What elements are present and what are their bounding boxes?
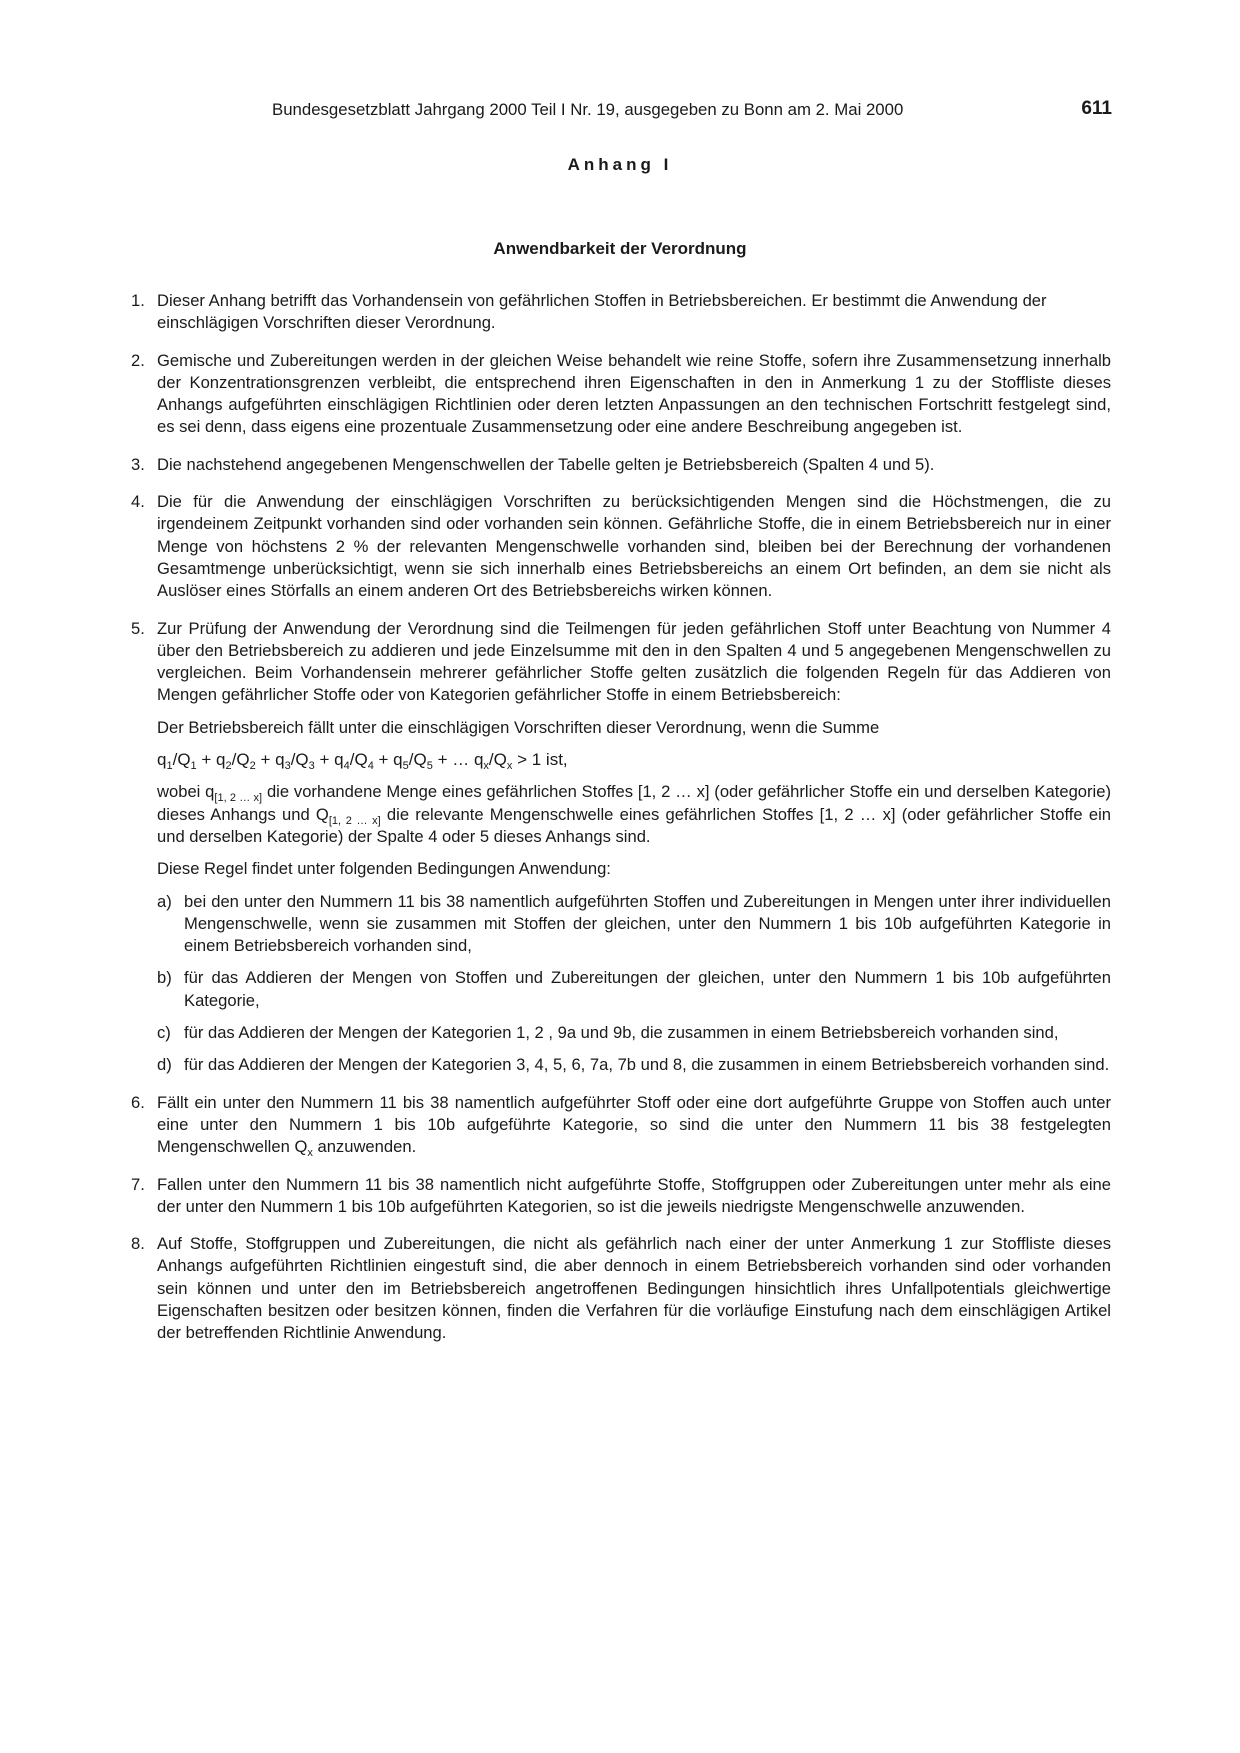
list-item: [131, 454, 1111, 476]
item-number: 2.: [131, 350, 145, 370]
sub-item-text: für das Addieren der Mengen der Kategorien 1, 2 , 9a und 9b, die zusammen in einem Betriebsbereich vorhanden sind,: [184, 1023, 1059, 1043]
item-text: Fällt ein unter den Nummern 11 bis 38 namentlich aufgeführter Stoff oder eine dort aufgeführte Gruppe von Stoffen auch unter eine unter den Nummern 1 bis 10b aufgeführte Kategorie, so sind die unter den Nummern 11 bis 38 festgelegten Mengenschwellen $Q_x$ anzuwenden.: [157, 1092, 1111, 1160]
sub-item-letter: d): [157, 1055, 172, 1075]
sub-item: [157, 1022, 1111, 1044]
item-number: 4.: [131, 492, 145, 512]
item-number: 1.: [131, 291, 145, 310]
sum-formula: $q_1/Q_1 + q_2/Q_2 + q_3/Q_3 + q_4/Q_4 + q_5/Q_5$ + … $q_x/Q_x > 1$ ist,: [157, 750, 568, 773]
list-item: [131, 350, 1111, 439]
list-item: [131, 1233, 1111, 1344]
item-text: Diese Regel findet unter folgenden Bedingungen Anwendung:: [157, 859, 611, 879]
sub-item-text: für das Addieren der Mengen von Stoffen und Zubereitungen der gleichen, unter den Nummern 1 bis 10b aufgeführten Kategorie,: [184, 968, 1111, 1010]
sub-item-text: für das Addieren der Mengen der Kategorien 3, 4, 5, 6, 7a, 7b und 8, die zusammen in einem Betriebsbereich vorhanden sind.: [184, 1055, 1110, 1075]
sub-item-letter: c): [157, 1023, 171, 1043]
list-item: [131, 290, 1111, 335]
sub-item: [157, 967, 1111, 1012]
item-text: Der Betriebsbereich fällt unter die einschlägigen Vorschriften dieser Verordnung, wenn die Summe: [157, 717, 880, 737]
item-number: 7.: [131, 1174, 145, 1194]
list-item: [131, 1092, 1111, 1159]
page-number: 611: [1081, 98, 1112, 119]
annex-title: Anhang I: [567, 155, 673, 174]
document-body: [131, 290, 1111, 1360]
list-item: [131, 491, 1111, 602]
sub-item: [157, 1054, 1111, 1076]
sub-item-letter: a): [157, 891, 172, 911]
sub-item-text: bei den unter den Nummern 11 bis 38 namentlich aufgeführten Stoffen und Zubereitungen in Mengen unter ihrer individuellen Mengenschwelle, wenn sie zusammen mit Stoffen der gleichen, unter den Nummern 1 bis 10b aufgeführten Kategorie in einem Betriebsbereich vorhanden sind,: [184, 891, 1111, 956]
formula-explanation: wobei $q_{[1, 2 \dots x]}$ die vorhandene Menge eines gefährlichen Stoffes [1, 2 … x] (oder gefährlicher Stoffe ein und derselben Kategorie) dieses Anhangs und $Q_{[1, 2 \dots x]}$ die relevante Mengenschwelle eines gefährlichen Stoffes [1, 2 … x] (oder gefährlicher Stoffe ein und derselben Kategorie) der Spalte 4 oder 5 dieses Anhangs sind.: [157, 782, 1112, 846]
sub-item-letter: b): [157, 968, 172, 988]
item-text: Dieser Anhang betrifft das Vorhandensein von gefährlichen Stoffen in Betriebsbereichen. Er bestimmt die Anwendung der einschlägigen Vorschriften dieser Verordnung.: [157, 291, 1047, 333]
item-number: 6.: [131, 1092, 145, 1112]
item-number: 8.: [131, 1234, 145, 1254]
item-text: Zur Prüfung der Anwendung der Verordnung sind die Teilmengen für jeden gefährlichen Stoff unter Beachtung von Nummer 4 über den Betriebsbereich zu addieren und jede Einzelsumme mit den in den Spalten 4 und 5 angegebenen Mengenschwellen zu vergleichen. Beim Vorhandensein mehrerer gefährlicher Stoffe gelten zusätzlich die folgenden Regeln für das Addieren von Mengen gefährlicher Stoffe oder von Kategorien gefährlicher Stoffe in einem Betriebsbereich:: [157, 618, 1111, 705]
item-number: 5.: [131, 618, 145, 638]
item-number: 3.: [131, 454, 145, 474]
section-title: Anwendbarkeit der Verordnung: [493, 239, 747, 258]
item-text: Gemische und Zubereitungen werden in der gleichen Weise behandelt wie reine Stoffe, sofern ihre Zusammensetzung innerhalb der Konzentrationsgrenzen verbleibt, die entsprechend ihren Eigenschaften in den in Anmerkung 1 zu der Stoffliste dieses Anhangs aufgeführten einschlägigen Richtlinien oder deren letzten Anpassungen an den technischen Fortschritt festgelegt sind, es sei denn, dass eigens eine prozentuale Zusammensetzung oder eine andere Beschreibung angegeben ist.: [157, 350, 1111, 437]
item-text: Auf Stoffe, Stoffgruppen und Zubereitungen, die nicht als gefährlich nach einer der unter Anmerkung 1 zur Stoffliste dieses Anhangs aufgeführten Richtlinien eingestuft sind, die aber dennoch in einem Betriebsbereich vorhanden sind oder vorhanden sein können und unter den im Betriebsbereich angetroffenen Bedingungen hinsichtlich ihres Unfallpotentials gleichwertige Eigenschaften besitzen oder besitzen können, finden die Verfahren für die vorläufige Einstufung nach dem einschlägigen Artikel der betreffenden Richtlinie Anwendung.: [157, 1234, 1111, 1343]
item-text: Die nachstehend angegebenen Mengenschwellen der Tabelle gelten je Betriebsbereich (Spalten 4 und 5).: [157, 454, 935, 474]
list-item: [131, 618, 1111, 1077]
list-item: [131, 1174, 1111, 1219]
page-header: [272, 100, 1112, 124]
sub-item: [157, 891, 1111, 958]
item-text: Fallen unter den Nummern 11 bis 38 namentlich nicht aufgeführte Stoffe, Stoffgruppen oder Zubereitungen unter mehr als eine der unter den Nummern 1 bis 10b aufgeführten Kategorien, so ist die jeweils niedrigste Mengenschwelle anzuwenden.: [157, 1174, 1111, 1216]
gazette-title: Bundesgesetzblatt Jahrgang 2000 Teil I Nr. 19, ausgegeben zu Bonn am 2. Mai 2000: [272, 100, 904, 119]
item-text: Die für die Anwendung der einschlägigen Vorschriften zu berücksichtigenden Mengen sind die Höchstmengen, die zu irgendeinem Zeitpunkt vorhanden sind oder vorhanden sein können. Gefährliche Stoffe, die in einem Betriebsbereich nur in einer Menge von höchstens 2 % der relevanten Mengenschwelle vorhanden sind, bleiben bei der Berechnung der vorhandenen Gesamtmenge unberücksichtigt, wenn sie sich innerhalb eines Betriebsbereichs an einem Ort befinden, an dem sie nicht als Auslöser eines Störfalls an einem anderen Ort des Betriebsbereichs wirken können.: [157, 492, 1111, 601]
